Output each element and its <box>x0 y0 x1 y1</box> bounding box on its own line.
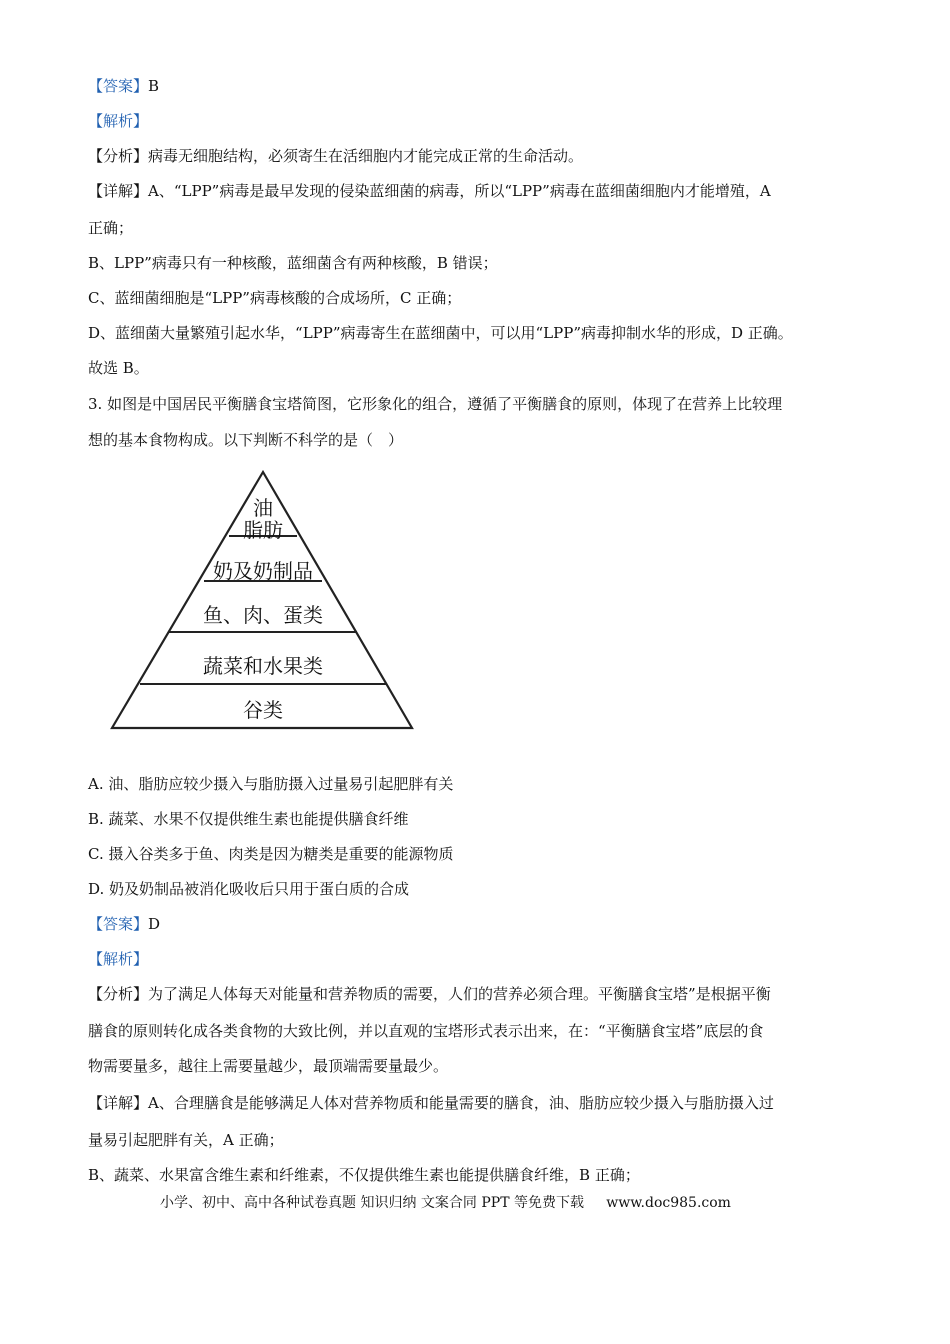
analysis-heading <box>88 111 148 131</box>
pyramid-label-meat: 鱼、肉、蛋类 <box>203 603 323 627</box>
fenxi-tag: 【分析】 <box>88 147 149 165</box>
answer-line <box>88 76 159 96</box>
analysis-tag: 【解析】 <box>88 112 149 130</box>
detail-tag-2: 【详解】 <box>88 1094 149 1112</box>
answer-line-2 <box>88 914 160 934</box>
page-footer <box>160 1192 731 1212</box>
answer-tag: 【答案】 <box>88 77 149 95</box>
pyramid-label-fat: 脂肪 <box>243 518 283 542</box>
detail-line-2b: 量易引起肥胖有关，A 正确； <box>88 1131 284 1149</box>
option-d: D. 奶及奶制品被消化吸收后只用于蛋白质的合成 <box>88 880 410 898</box>
pyramid-label-grains: 谷类 <box>243 698 283 722</box>
detail-line-2a <box>88 1093 774 1113</box>
analysis-heading-2 <box>88 949 148 969</box>
fenxi-text-2a: 为了满足人体每天对能量和营养物质的需要，人们的营养必须合理。平衡膳食宝塔”是根据平衡 <box>148 985 771 1003</box>
footer-text: 小学、初中、高中各种试卷真题 知识归纳 文案合同 PPT 等免费下载 <box>160 1195 584 1211</box>
fenxi-text: 病毒无细胞结构，必须寄生在活细胞内才能完成正常的生命活动。 <box>148 147 584 165</box>
detail-a1-text: A、“LPP”病毒是最早发现的侵染蓝细菌的病毒，所以“LPP”病毒在蓝细菌细胞内才能增殖，A <box>148 182 771 200</box>
footer-url[interactable]: www.doc985.com <box>606 1195 731 1211</box>
pyramid-label-dairy: 奶及奶制品 <box>213 559 313 583</box>
answer-tag-2: 【答案】 <box>88 915 149 933</box>
question-stem-line2: 想的基本食物构成。以下判断不科学的是（ ） <box>88 431 404 449</box>
detail-line-a2: 正确； <box>88 219 134 237</box>
detail-line-b: B、LPP”病毒只有一种核酸，蓝细菌含有两种核酸，B 错误； <box>88 254 498 272</box>
option-a: A. 油、脂肪应较少摄入与脂肪摄入过量易引起肥胖有关 <box>88 775 454 793</box>
analysis-tag-2: 【解析】 <box>88 950 149 968</box>
fenxi-line-2a <box>88 984 771 1004</box>
detail-line-2c: B、蔬菜、水果富含维生素和纤维素，不仅提供维生素也能提供膳食纤维，B 正确； <box>88 1166 640 1184</box>
answer-value-2: D <box>148 915 161 933</box>
pyramid-label-oil: 油 <box>253 496 273 520</box>
question-stem-line1: 3. 如图是中国居民平衡膳食宝塔简图，它形象化的组合，遵循了平衡膳食的原则，体现了在营养上比较理 <box>88 395 783 413</box>
detail-line-c: C、蓝细菌细胞是“LPP”病毒核酸的合成场所，C 正确； <box>88 289 462 307</box>
detail-text-2a: A、合理膳食是能够满足人体对营养物质和能量需要的膳食，油、脂肪应较少摄入与脂肪摄入过 <box>148 1094 774 1112</box>
pyramid-label-vegetables: 蔬菜和水果类 <box>203 654 323 678</box>
fenxi-line <box>88 146 583 166</box>
conclusion-line: 故选 B。 <box>88 359 149 377</box>
detail-tag: 【详解】 <box>88 182 149 200</box>
fenxi-line-2b: 膳食的原则转化成各类食物的大致比例，并以直观的宝塔形式表示出来，在：“平衡膳食宝塔”底层的食 <box>88 1022 764 1040</box>
detail-line-d: D、蓝细菌大量繁殖引起水华，“LPP”病毒寄生在蓝细菌中，可以用“LPP”病毒抑制水华的形成，D 正确。 <box>88 324 793 342</box>
option-c: C. 摄入谷类多于鱼、肉类是因为糖类是重要的能源物质 <box>88 845 454 863</box>
fenxi-tag-2: 【分析】 <box>88 985 149 1003</box>
option-b: B. 蔬菜、水果不仅提供维生素也能提供膳食纤维 <box>88 810 409 828</box>
fenxi-line-2c: 物需要量多，越往上需要量越少，最顶端需要量最少。 <box>88 1057 449 1075</box>
answer-value: B <box>148 77 160 95</box>
detail-line-a1 <box>88 181 771 201</box>
food-pyramid-figure <box>108 466 418 734</box>
